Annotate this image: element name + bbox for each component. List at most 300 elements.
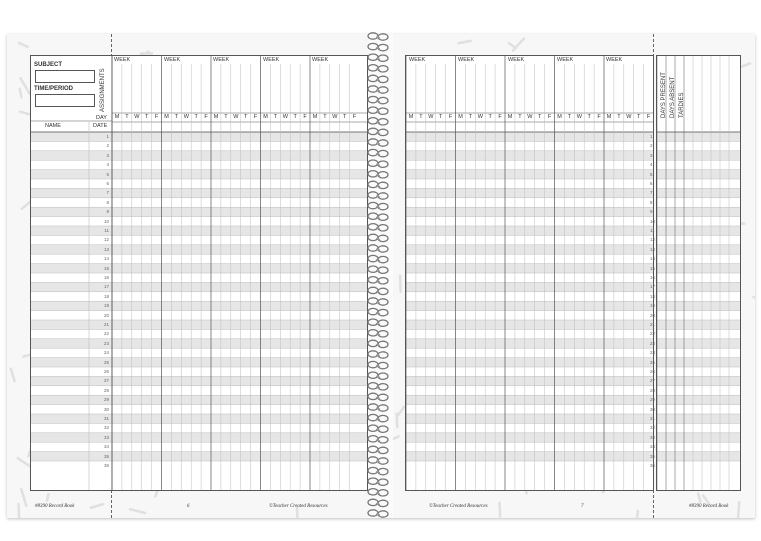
week-label-7: WEEK — [458, 57, 475, 63]
spiral-coil — [378, 309, 388, 315]
row-number: 16 — [103, 275, 109, 280]
confetti-streak — [698, 494, 700, 502]
row-shade — [657, 395, 740, 404]
spiral-coil — [378, 193, 388, 199]
week-label-6: WEEK — [409, 57, 426, 63]
right-page — [393, 34, 755, 518]
row-shade — [406, 301, 653, 310]
spiral-coil — [378, 44, 388, 50]
day-letter: T — [538, 114, 542, 120]
day-letter: T — [617, 114, 621, 120]
day-letter: M — [557, 114, 562, 120]
footer-copyright-left: ©Teacher Created Resources — [269, 504, 328, 509]
day-letter: T — [174, 114, 179, 120]
left-page — [7, 34, 369, 518]
footer-page-number-left: 6 — [187, 504, 190, 509]
spiral-coil — [378, 76, 388, 82]
spiral-coil — [378, 500, 388, 506]
row-number: 9 — [106, 209, 109, 215]
row-number: 10 — [650, 218, 656, 224]
spiral-coil — [378, 426, 388, 432]
row-shade — [657, 226, 740, 235]
day-letter: F — [204, 114, 208, 120]
day-letter: F — [597, 114, 601, 120]
row-number: 17 — [103, 284, 109, 290]
spiral-coil — [378, 140, 388, 146]
spiral-coil — [378, 225, 388, 231]
gradebook-grid-left — [31, 56, 367, 490]
row-number: 21 — [650, 322, 656, 327]
row-number: 30 — [650, 406, 656, 412]
time-period-field[interactable] — [35, 94, 95, 107]
spiral-coil — [378, 172, 388, 178]
day-letter: F — [448, 114, 453, 120]
row-shade — [657, 339, 740, 348]
time-period-label: TIME/PERIOD — [34, 86, 74, 92]
row-shade — [657, 433, 740, 442]
day-letter: T — [323, 114, 327, 120]
row-number: 2 — [106, 143, 109, 149]
confetti-streak — [130, 509, 145, 513]
row-shade — [406, 132, 653, 141]
spiral-coil — [378, 320, 388, 326]
spiral-coil — [368, 43, 378, 49]
row-shade — [406, 414, 653, 423]
row-number: 8 — [106, 199, 109, 205]
spiral-coil — [378, 246, 388, 252]
day-letter: M — [507, 114, 513, 120]
footer-page-number-right: 7 — [581, 504, 584, 509]
spiral-coil — [368, 499, 378, 505]
day-letter: F — [646, 114, 651, 120]
row-number: 8 — [650, 199, 653, 205]
spiral-coil — [368, 202, 378, 208]
day-letter: T — [518, 114, 522, 120]
row-shade — [657, 376, 740, 385]
spiral-coil — [368, 266, 378, 272]
spiral-coil — [368, 393, 378, 399]
row-number: 7 — [650, 190, 653, 196]
confetti-streak — [400, 276, 401, 292]
day-letter: T — [587, 114, 591, 120]
spiral-coil — [368, 340, 378, 346]
row-number: 19 — [103, 303, 109, 309]
row-shade — [657, 207, 740, 216]
row-number: 4 — [106, 162, 109, 168]
spiral-coil — [368, 414, 378, 420]
row-number: 32 — [103, 425, 109, 431]
day-letter: F — [547, 114, 552, 120]
row-shade — [31, 320, 367, 329]
gradebook-sheet-left — [30, 55, 368, 491]
spiral-coil — [368, 149, 378, 155]
row-number: 5 — [106, 171, 109, 177]
totals-grid — [657, 56, 740, 490]
spiral-coil — [368, 33, 378, 39]
row-shade — [406, 170, 653, 179]
spiral-coil — [378, 394, 388, 400]
confetti-streak — [393, 436, 399, 440]
week-label-2: WEEK — [164, 57, 181, 63]
spiral-coil — [368, 118, 378, 124]
spiral-coil — [368, 75, 378, 81]
spiral-coil — [368, 213, 378, 219]
row-shade — [406, 264, 653, 273]
day-letter: T — [273, 114, 278, 120]
spiral-coil — [368, 128, 378, 134]
confetti-streak — [19, 43, 28, 47]
spiral-coil — [378, 437, 388, 443]
spiral-coil — [378, 405, 388, 411]
day-letter: W — [183, 114, 189, 120]
spiral-coil — [378, 267, 388, 273]
spiral-coil — [368, 489, 378, 495]
row-number: 6 — [106, 181, 109, 186]
row-number: 35 — [650, 453, 656, 459]
row-shade — [406, 207, 653, 216]
row-number: 16 — [650, 275, 656, 280]
row-shade — [31, 245, 367, 254]
spiral-coil — [378, 108, 388, 114]
row-number: 32 — [650, 425, 656, 431]
row-number: 22 — [103, 331, 109, 337]
spiral-coil — [378, 341, 388, 347]
row-number: 31 — [650, 416, 656, 421]
confetti-streak — [47, 494, 48, 500]
confetti-streak — [513, 38, 524, 50]
day-letter: T — [125, 114, 129, 120]
day-letter: M — [458, 114, 463, 120]
row-shade — [657, 132, 740, 141]
confetti-streak — [19, 504, 20, 518]
week-label-9: WEEK — [557, 57, 574, 63]
row-number: 29 — [103, 397, 109, 403]
spiral-coil — [368, 287, 378, 293]
day-letter: W — [626, 114, 632, 120]
spiral-coil — [368, 510, 378, 516]
day-letter: M — [312, 114, 318, 120]
spiral-coil — [378, 384, 388, 390]
row-shade — [31, 132, 367, 141]
day-letter: M — [263, 114, 268, 120]
spiral-coil — [378, 288, 388, 294]
spiral-coil — [378, 256, 388, 262]
spiral-binding — [364, 30, 392, 520]
week-label-5: WEEK — [312, 57, 329, 63]
day-letter: T — [224, 114, 228, 120]
confetti-streak — [459, 41, 471, 43]
row-number: 7 — [106, 190, 109, 196]
row-number: 25 — [650, 359, 656, 365]
row-shade — [406, 376, 653, 385]
day-letter: F — [253, 114, 258, 120]
row-number: 10 — [103, 218, 109, 224]
row-shade — [406, 358, 653, 367]
row-shade — [406, 282, 653, 291]
day-label: DAY — [96, 115, 107, 121]
spiral-coil — [378, 182, 388, 188]
row-shade — [406, 452, 653, 461]
spiral-coil — [368, 181, 378, 187]
day-letter: F — [352, 114, 357, 120]
row-number: 13 — [650, 246, 656, 252]
day-letter: W — [233, 114, 239, 120]
row-number: 27 — [650, 378, 656, 384]
row-shade — [657, 264, 740, 273]
spiral-coil — [368, 171, 378, 177]
spiral-coil — [378, 66, 388, 72]
row-shade — [406, 433, 653, 442]
day-letter: W — [332, 114, 338, 120]
spiral-coil — [368, 446, 378, 452]
confetti-streak — [738, 502, 739, 518]
row-number: 18 — [650, 293, 656, 299]
row-number: 15 — [103, 265, 109, 271]
row-shade — [31, 452, 367, 461]
row-shade — [657, 414, 740, 423]
spiral-coil — [368, 425, 378, 431]
row-number: 28 — [103, 387, 109, 393]
row-number: 1 — [650, 134, 653, 139]
attendance-totals-sheet — [650, 55, 741, 491]
row-number: 33 — [103, 434, 109, 440]
row-shade — [657, 282, 740, 291]
row-shade — [406, 320, 653, 329]
spiral-coil — [368, 372, 378, 378]
row-shade — [31, 226, 367, 235]
spiral-coil — [378, 203, 388, 209]
confetti-streak — [21, 489, 26, 506]
row-number: 3 — [106, 152, 109, 158]
spiral-coil — [378, 352, 388, 358]
week-label-10: WEEK — [606, 57, 623, 63]
spiral-coil — [378, 214, 388, 220]
gradebook-sheet-right — [405, 55, 654, 491]
spiral-coil — [368, 234, 378, 240]
row-number: 34 — [650, 444, 656, 450]
row-number: 15 — [650, 265, 656, 271]
row-number: 31 — [103, 416, 109, 421]
row-shade — [657, 245, 740, 254]
day-letter: M — [213, 114, 219, 120]
row-number: 35 — [103, 453, 109, 459]
days-absent-header: DAYS ABSENT — [670, 76, 676, 118]
row-shade — [31, 414, 367, 423]
footer-book-left: #8390 Record Book — [35, 504, 75, 509]
subject-label: SUBJECT — [34, 62, 63, 68]
day-letter: W — [282, 114, 288, 120]
week-label-4: WEEK — [263, 57, 280, 63]
spiral-coil — [368, 277, 378, 283]
row-shade — [31, 433, 367, 442]
footer-book-right: #8390 Record Book — [689, 504, 729, 509]
spiral-coil — [368, 308, 378, 314]
spiral-coil — [378, 87, 388, 93]
day-letter: T — [343, 114, 347, 120]
week-label-1: WEEK — [114, 57, 131, 63]
spiral-coil — [378, 235, 388, 241]
spiral-coil — [368, 96, 378, 102]
row-number: 2 — [650, 143, 653, 149]
days-present-header: DAYS PRESENT — [661, 72, 667, 118]
week-label-3: WEEK — [213, 57, 230, 63]
spiral-coil — [378, 129, 388, 135]
spiral-coil — [368, 383, 378, 389]
spiral-coil — [378, 150, 388, 156]
row-shade — [31, 264, 367, 273]
row-number: 6 — [650, 181, 653, 186]
confetti-streak — [753, 297, 755, 299]
day-letter: W — [134, 114, 140, 120]
row-shade — [657, 301, 740, 310]
row-number: 11 — [104, 228, 109, 233]
row-number: 5 — [650, 171, 653, 177]
spiral-coil — [378, 415, 388, 421]
day-letter: T — [488, 114, 492, 120]
record-book-spread — [7, 34, 755, 518]
spiral-coil — [378, 161, 388, 167]
row-shade — [657, 188, 740, 197]
spiral-coil — [378, 373, 388, 379]
spiral-coil — [378, 119, 388, 125]
row-shade — [31, 282, 367, 291]
name-header: NAME — [45, 123, 61, 129]
confetti-streak — [11, 369, 15, 381]
row-number: 26 — [650, 369, 656, 374]
day-letter: F — [498, 114, 502, 120]
spiral-coil — [378, 331, 388, 337]
spiral-coil — [378, 468, 388, 474]
row-shade — [657, 452, 740, 461]
row-shade — [31, 339, 367, 348]
day-letter: W — [527, 114, 533, 120]
day-letter: F — [154, 114, 159, 120]
day-letter: T — [293, 114, 297, 120]
row-number: 9 — [650, 209, 653, 215]
day-letter: F — [303, 114, 307, 120]
day-letter: M — [114, 114, 120, 120]
row-number: 20 — [103, 312, 109, 318]
spiral-coil — [378, 490, 388, 496]
day-letter: W — [477, 114, 483, 120]
row-shade — [31, 358, 367, 367]
day-letter: T — [637, 114, 641, 120]
row-number: 29 — [650, 397, 656, 403]
row-shade — [31, 301, 367, 310]
row-shade — [31, 188, 367, 197]
spiral-coil — [368, 192, 378, 198]
row-number: 20 — [650, 312, 656, 318]
tardies-header: TARDIES — [679, 92, 685, 118]
spiral-coil — [368, 467, 378, 473]
day-letter: M — [606, 114, 612, 120]
confetti-streak — [637, 511, 638, 518]
day-letter: T — [419, 114, 423, 120]
spiral-coil — [378, 511, 388, 517]
row-number: 27 — [103, 378, 109, 384]
row-shade — [406, 226, 653, 235]
spiral-coil — [368, 478, 378, 484]
row-number: 11 — [650, 228, 655, 233]
row-shade — [31, 170, 367, 179]
assignments-label: ASSIGNMENTS — [100, 68, 106, 112]
row-number: 25 — [103, 359, 109, 365]
spiral-coil — [368, 255, 378, 261]
row-number: 36 — [650, 463, 656, 468]
row-shade — [406, 188, 653, 197]
gradebook-grid-right — [406, 56, 653, 490]
day-letter: T — [244, 114, 248, 120]
spiral-coil — [368, 330, 378, 336]
row-shade — [657, 151, 740, 160]
row-shade — [406, 339, 653, 348]
row-number: 1 — [106, 134, 109, 139]
spiral-coil — [368, 224, 378, 230]
row-number: 36 — [103, 463, 109, 468]
row-shade — [31, 376, 367, 385]
spiral-coil — [368, 54, 378, 60]
day-letter: T — [468, 114, 473, 120]
row-shade — [657, 358, 740, 367]
row-number: 17 — [650, 284, 656, 290]
row-number: 19 — [650, 303, 656, 309]
spiral-coil — [368, 457, 378, 463]
row-number: 33 — [650, 434, 656, 440]
row-number: 12 — [103, 237, 109, 243]
spiral-coil — [368, 139, 378, 145]
spiral-coil — [368, 86, 378, 92]
date-header: DATE — [93, 123, 108, 129]
row-number: 23 — [103, 340, 109, 346]
spiral-coil — [368, 319, 378, 325]
confetti-streak — [499, 503, 500, 517]
row-shade — [31, 151, 367, 160]
spiral-coil — [368, 107, 378, 113]
row-shade — [406, 151, 653, 160]
spiral-coil — [368, 298, 378, 304]
row-number: 21 — [103, 322, 109, 327]
spiral-coil — [378, 479, 388, 485]
row-number: 23 — [650, 340, 656, 346]
confetti-streak — [20, 78, 29, 94]
row-number: 12 — [650, 237, 656, 243]
spiral-coil — [378, 278, 388, 284]
row-shade — [657, 170, 740, 179]
spiral-coil — [368, 245, 378, 251]
row-shade — [657, 320, 740, 329]
confetti-streak — [20, 89, 22, 98]
row-number: 14 — [103, 256, 109, 262]
row-number: 22 — [650, 331, 656, 337]
spiral-coil — [378, 447, 388, 453]
spiral-coil — [368, 436, 378, 442]
row-shade — [31, 395, 367, 404]
spiral-coil — [368, 404, 378, 410]
row-shade — [406, 245, 653, 254]
spiral-coil — [378, 362, 388, 368]
day-letter: W — [428, 114, 434, 120]
row-number: 14 — [650, 256, 656, 262]
row-number: 18 — [103, 293, 109, 299]
day-letter: M — [164, 114, 169, 120]
subject-field[interactable] — [35, 70, 95, 83]
footer-copyright-right: ©Teacher Created Resources — [429, 504, 488, 509]
spiral-coil — [368, 65, 378, 71]
day-letter: T — [145, 114, 149, 120]
day-letter: T — [439, 114, 443, 120]
row-number: 34 — [103, 444, 109, 450]
spiral-coil — [378, 55, 388, 61]
